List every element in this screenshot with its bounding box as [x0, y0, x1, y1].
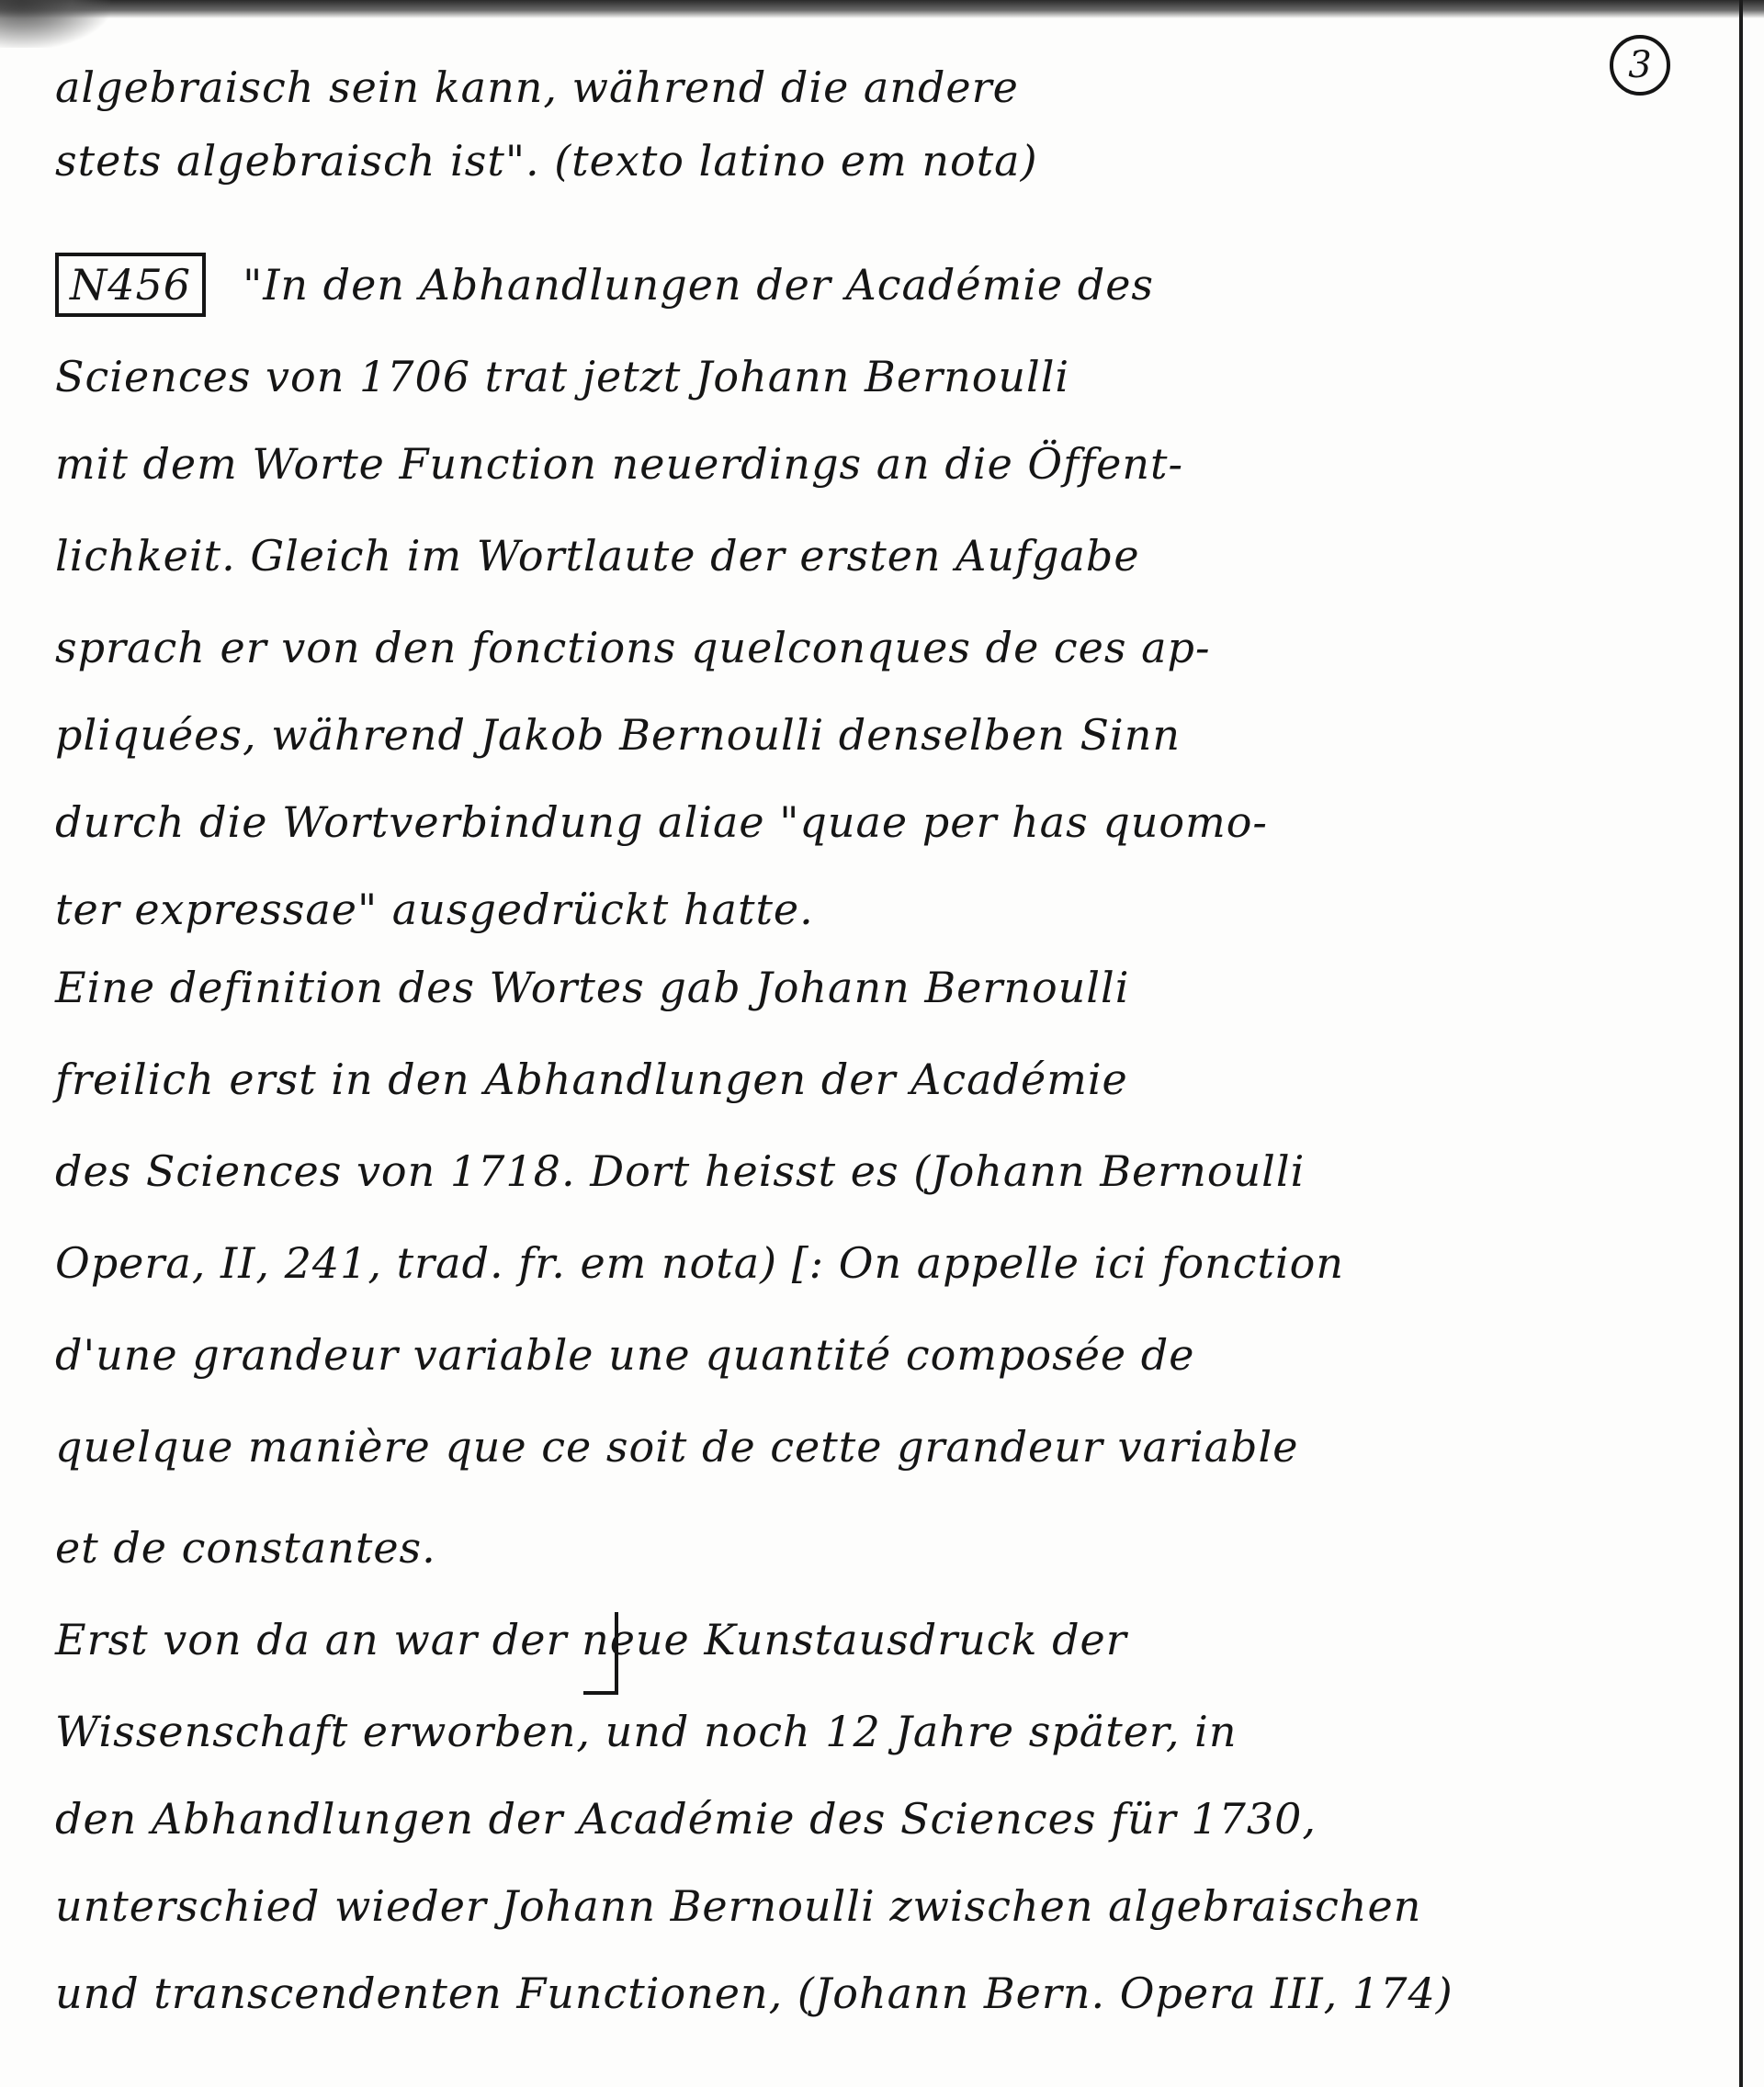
text-line: d'une grandeur variable une quantité composée de — [55, 1330, 1195, 1380]
margin-reference-box: N456 — [55, 253, 206, 317]
text-line: mit dem Worte Function neuerdings an die Öffent- — [55, 439, 1184, 489]
text-line: Opera, II, 241, trad. fr. em nota) [: On appelle ici fonction — [55, 1238, 1344, 1288]
text-line: algebraisch sein kann, während die andere — [55, 62, 1019, 112]
text-line: Eine definition des Wortes gab Johann Bernoulli — [55, 963, 1130, 1012]
text-line: Sciences von 1706 trat jetzt Johann Bernoulli — [55, 352, 1070, 401]
text-line: Erst von da an war der neue Kunstausdruck der — [55, 1615, 1127, 1664]
text-line: unterschied wieder Johann Bernoulli zwischen algebraischen — [55, 1881, 1422, 1931]
text-line: et de constantes. — [55, 1523, 436, 1573]
text-line: quelque manière que ce soit de cette grandeur variable — [55, 1422, 1299, 1472]
closing-bracket-mark — [583, 1612, 618, 1695]
text-line: durch die Wortverbindung aliae "quae per has quomo- — [55, 797, 1268, 847]
text-line — [55, 248, 1154, 322]
scan-smudge — [0, 0, 110, 48]
text-line: stets algebraisch ist". (texto latino em nota) — [55, 136, 1038, 186]
text-line: des Sciences von 1718. Dort heisst es (Johann Bernoulli — [55, 1146, 1306, 1196]
scan-shadow — [0, 0, 1764, 18]
page-edge-rule — [1739, 0, 1743, 2087]
page-number: 3 — [1610, 35, 1670, 96]
text-line: den Abhandlungen der Académie des Sciences für 1730, — [55, 1794, 1317, 1844]
text-line: sprach er von den fonctions quelconques de ces ap- — [55, 623, 1211, 672]
text-line: und transcendenten Functionen, (Johann Bern. Opera III, 174) — [55, 1969, 1453, 2018]
text-line: lichkeit. Gleich im Wortlaute der ersten Aufgabe — [55, 531, 1140, 581]
text-line: freilich erst in den Abhandlungen der Académie — [55, 1055, 1128, 1104]
text-line-content: "In den Abhandlungen der Académie des — [243, 260, 1155, 310]
text-line: pliquées, während Jakob Bernoulli denselben Sinn — [55, 710, 1182, 760]
text-line: Wissenschaft erworben, und noch 12 Jahre später, in — [55, 1707, 1238, 1756]
text-line: ter expressae" ausgedrückt hatte. — [55, 885, 814, 934]
